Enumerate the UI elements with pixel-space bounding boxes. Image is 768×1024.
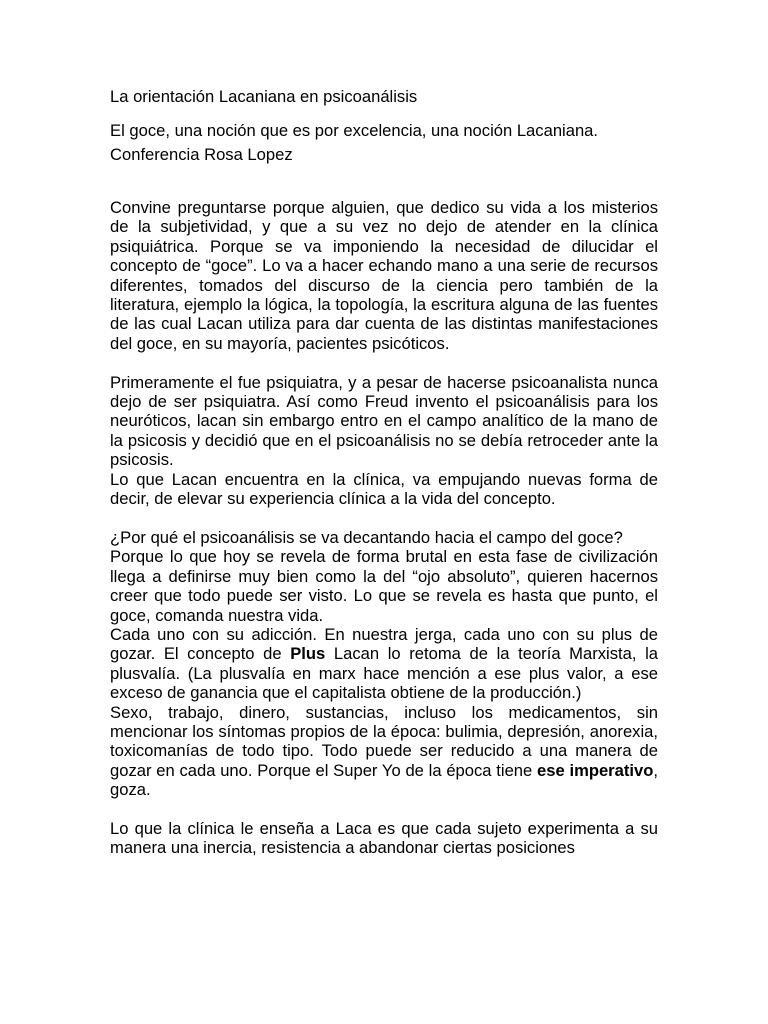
paragraph-7-text-a: Sexo, trabajo, dinero, sustancias, incluso los medicamentos, sin mencionar los síntomas propios de la época: bulimia, depresión, anorexia, toxicomanías de todo tipo. Todo puede ser reducido a una manera de gozar en cada uno. Porque el Super Yo de la época tiene	[110, 702, 658, 780]
paragraph-8: Lo que la clínica le enseña a Laca es que cada sujeto experimenta a su manera una inercia, resistencia a abandonar ciertas posiciones	[110, 818, 658, 858]
paragraph-7	[110, 703, 658, 800]
paragraph-5: Porque lo que hoy se revela de forma brutal en esta fase de civilización llega a definirse muy bien como la del “ojo absoluto”, quieren hacernos creer que todo puede ser visto. Lo que se revela es hasta que punto, el goce, comanda nuestra vida.	[110, 547, 658, 625]
paragraph-1: Convine preguntarse porque alguien, que dedico su vida a los misterios de la subjetividad, y que a su vez no dejo de atender en la clínica psiquiátrica. Porque se va imponiendo la necesidad de dilucidar el concepto de “goce”. Lo va a hacer echando mano a una serie de recursos diferentes, tomados del discurso de la ciencia pero también de la literatura, ejemplo la lógica, la topología, la escritura alguna de las fuentes de las cual Lacan utiliza para dar cuenta de las distintas manifestaciones del goce, en su mayoría, pacientes psicóticos.	[110, 198, 658, 353]
paragraph-4: ¿Por qué el psicoanálisis se va decantando hacia el campo del goce?	[110, 527, 623, 547]
document-body	[110, 198, 658, 858]
paragraph-7-text-b: , goza.	[110, 760, 658, 800]
conference-speaker: Conferencia Rosa Lopez	[110, 145, 293, 164]
document-title: La orientación Lacaniana en psicoanálisis	[110, 87, 418, 106]
document-subtitle: El goce, una noción que es por excelencia, una noción Lacaniana.	[110, 121, 599, 140]
paragraph-3: Lo que Lacan encuentra en la clínica, va empujando nuevas forma de decir, de elevar su experiencia clínica a la vida del concepto.	[110, 469, 658, 509]
paragraph-2: Primeramente el fue psiquiatra, y a pesar de hacerse psicoanalista nunca dejo de ser psiquiatra. Así como Freud invento el psicoanálisis para los neuróticos, lacan sin embargo entro en el campo analítico de la mano de la psicosis y decidió que en el psicoanálisis no se debía retroceder ante la psicosis.	[110, 372, 658, 470]
paragraph-6-text-b: Lacan lo retoma de la teoría Marxista, la plusvalía. (La plusvalía en marx hace mención a ese plus valor, a ese exceso de ganancia que el capitalista obtiene de la producción.)	[110, 644, 658, 703]
bold-term-plus: Plus	[290, 644, 326, 664]
bold-term-imperativo: ese imperativo	[537, 760, 654, 780]
paragraph-6-text-a: Cada uno con su adicción. En nuestra jerga, cada uno con su plus de gozar. El concepto de	[110, 624, 658, 664]
paragraph-6	[110, 625, 658, 703]
